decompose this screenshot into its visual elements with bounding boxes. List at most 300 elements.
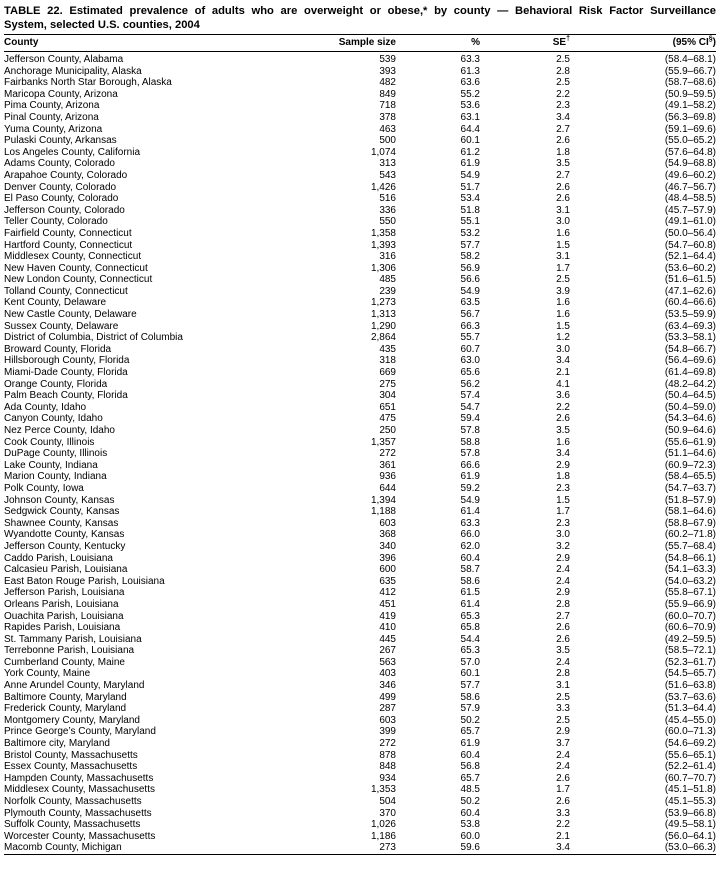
percent-cell: 66.6 [460, 459, 480, 471]
percent-cell: 66.0 [460, 529, 480, 541]
ci-cell: (51.1–64.6) [664, 448, 716, 460]
ci-cell: (60.7–70.7) [664, 772, 716, 784]
se-cell: 3.2 [556, 540, 570, 552]
table-row [4, 668, 716, 680]
se-cell: 1.2 [556, 332, 570, 344]
table-row [4, 182, 716, 194]
se-cell: 2.4 [556, 761, 570, 773]
prevalence-table [4, 34, 716, 855]
se-cell: 2.9 [556, 552, 570, 564]
percent-cell: 65.8 [460, 622, 480, 634]
sample-size-cell: 368 [379, 529, 396, 541]
percent-cell: 63.3 [460, 517, 480, 529]
sample-size-cell: 419 [379, 610, 396, 622]
sample-size-cell: 669 [379, 367, 396, 379]
table-row [4, 518, 716, 530]
ci-cell: (46.7–56.7) [664, 181, 716, 193]
ci-cell: (49.5–58.1) [664, 819, 716, 831]
table-row [4, 216, 716, 228]
table-row [4, 483, 716, 495]
table-row [4, 286, 716, 298]
se-cell: 2.5 [556, 274, 570, 286]
sample-size-cell: 485 [379, 274, 396, 286]
county-cell: Anchorage Municipality, Alaska [4, 65, 142, 77]
county-cell: Maricopa County, Arizona [4, 88, 118, 100]
county-cell: Orleans Parish, Louisiana [4, 598, 119, 610]
ci-cell: (58.4–68.1) [664, 54, 716, 65]
ci-cell: (54.7–63.7) [664, 482, 716, 494]
county-cell: Shawnee County, Kansas [4, 517, 119, 529]
sample-size-cell: 500 [379, 135, 396, 147]
se-cell: 2.3 [556, 517, 570, 529]
percent-cell: 56.7 [460, 309, 480, 321]
table-row [4, 158, 716, 170]
county-cell: Rapides Parish, Louisiana [4, 622, 121, 634]
table-row [4, 193, 716, 205]
sample-size-cell: 539 [379, 54, 396, 65]
table-row [4, 761, 716, 773]
ci-cell: (52.3–61.7) [664, 656, 716, 668]
county-cell: El Paso County, Colorado [4, 193, 119, 205]
se-cell: 2.5 [556, 54, 570, 65]
percent-cell: 59.6 [460, 842, 480, 854]
table-row [4, 263, 716, 275]
percent-cell: 60.7 [460, 343, 480, 355]
county-cell: Pulaski County, Arkansas [4, 135, 117, 147]
percent-cell: 58.2 [460, 251, 480, 263]
county-cell: Wyandotte County, Kansas [4, 529, 125, 541]
ci-cell: (60.2–71.8) [664, 529, 716, 541]
table-row [4, 564, 716, 576]
sample-size-cell: 600 [379, 564, 396, 576]
se-cell: 2.9 [556, 726, 570, 738]
county-cell: Middlesex County, Connecticut [4, 251, 142, 263]
ci-cell: (49.1–58.2) [664, 100, 716, 112]
county-cell: Hartford County, Connecticut [4, 239, 133, 251]
table-row [4, 506, 716, 518]
ci-cell: (60.4–66.6) [664, 297, 716, 309]
ci-cell: (56.3–69.8) [664, 111, 716, 123]
percent-cell: 59.4 [460, 413, 480, 425]
percent-cell: 56.6 [460, 274, 480, 286]
se-cell: 3.3 [556, 807, 570, 819]
sample-size-cell: 504 [379, 796, 396, 807]
ci-cell: (47.1–62.6) [664, 285, 716, 297]
ci-cell: (58.1–64.6) [664, 506, 716, 518]
ci-cell: (51.3–64.4) [664, 703, 716, 715]
se-cell: 2.2 [556, 88, 570, 100]
table-row [4, 379, 716, 391]
sample-size-cell: 313 [379, 158, 396, 170]
sample-size-cell: 1,313 [370, 309, 396, 321]
county-cell: Orange County, Florida [4, 378, 108, 390]
percent-cell: 55.2 [460, 88, 480, 100]
percent-cell: 53.8 [460, 819, 480, 831]
county-cell: St. Tammany Parish, Louisiana [4, 633, 142, 645]
table-row [4, 332, 716, 344]
percent-cell: 65.7 [460, 772, 480, 784]
percent-cell: 58.7 [460, 564, 480, 576]
table-row [4, 89, 716, 101]
ci-cell: (50.4–59.0) [664, 401, 716, 413]
se-cell: 2.6 [556, 193, 570, 205]
ci-cell: (53.5–59.9) [664, 309, 716, 321]
sample-size-cell: 410 [379, 622, 396, 634]
se-cell: 3.0 [556, 343, 570, 355]
se-cell: 2.8 [556, 668, 570, 680]
ci-cell: (58.5–72.1) [664, 645, 716, 657]
table-row [4, 251, 716, 263]
county-cell: Baltimore County, Maryland [4, 691, 127, 703]
percent-cell: 55.7 [460, 332, 480, 344]
sample-size-cell: 603 [379, 517, 396, 529]
sample-size-cell: 267 [379, 645, 396, 657]
se-cell: 3.5 [556, 158, 570, 170]
table-row [4, 425, 716, 437]
ci-cell: (50.9–59.5) [664, 88, 716, 100]
sample-size-cell: 393 [379, 65, 396, 77]
se-cell: 3.5 [556, 425, 570, 436]
county-cell: Denver County, Colorado [4, 181, 117, 193]
se-cell: 2.7 [556, 123, 570, 135]
county-cell: Pinal County, Arizona [4, 111, 99, 123]
se-cell: 1.6 [556, 309, 570, 321]
county-cell: Sussex County, Delaware [4, 320, 119, 332]
ci-cell: (56.0–64.1) [664, 830, 716, 842]
county-cell: Worcester County, Massachusetts [4, 830, 156, 842]
se-cell: 2.8 [556, 598, 570, 610]
table-body [4, 52, 716, 855]
percent-cell: 66.3 [460, 320, 480, 332]
percent-cell: 60.4 [460, 552, 480, 564]
sample-size-cell: 316 [379, 251, 396, 263]
ci-cell: (55.7–68.4) [664, 540, 716, 552]
table-row [4, 228, 716, 240]
county-cell: Marion County, Indiana [4, 471, 107, 483]
table-row [4, 599, 716, 611]
table-row [4, 52, 716, 66]
county-cell: Miami-Dade County, Florida [4, 367, 128, 379]
se-cell: 3.4 [556, 111, 570, 123]
percent-cell: 65.6 [460, 367, 480, 379]
header-county: County [4, 35, 326, 52]
se-cell: 1.6 [556, 227, 570, 239]
table-row [4, 692, 716, 704]
ci-cell: (59.1–69.6) [664, 123, 716, 135]
ci-cell: (61.4–69.8) [664, 367, 716, 379]
county-cell: East Baton Rouge Parish, Louisiana [4, 575, 165, 587]
county-cell: Cumberland County, Maine [4, 656, 125, 668]
table-row [4, 274, 716, 286]
table-row [4, 321, 716, 333]
percent-cell: 54.4 [460, 633, 480, 645]
ci-cell: (49.1–61.0) [664, 216, 716, 228]
percent-cell: 61.4 [460, 506, 480, 518]
percent-cell: 63.6 [460, 77, 480, 89]
county-cell: Baltimore city, Maryland [4, 738, 110, 750]
percent-cell: 58.6 [460, 691, 480, 703]
sample-size-cell: 1,394 [370, 494, 396, 506]
ci-cell: (52.2–61.4) [664, 761, 716, 773]
county-cell: Kent County, Delaware [4, 297, 107, 309]
table-row [4, 808, 716, 820]
se-cell: 1.8 [556, 471, 570, 483]
ci-cell: (60.0–71.3) [664, 726, 716, 738]
percent-cell: 61.9 [460, 738, 480, 750]
percent-cell: 63.5 [460, 297, 480, 309]
sample-size-cell: 403 [379, 668, 396, 680]
se-cell: 2.4 [556, 749, 570, 761]
se-cell: 2.4 [556, 575, 570, 587]
sample-size-cell: 644 [379, 482, 396, 494]
se-cell: 2.2 [556, 819, 570, 831]
table-title-line-1: TABLE 22. Estimated prevalence of adults who are overweight or obese,* by county — Behavioral Risk Factor Surveillance [4, 5, 716, 17]
county-cell: Essex County, Massachusetts [4, 761, 138, 773]
percent-cell: 48.5 [460, 784, 480, 796]
percent-cell: 50.2 [460, 714, 480, 726]
percent-cell: 65.7 [460, 726, 480, 738]
county-cell: Norfolk County, Massachusetts [4, 796, 142, 807]
table-title-line-2: System, selected U.S. counties, 2004 [4, 18, 200, 31]
percent-cell: 56.9 [460, 262, 480, 274]
percent-cell: 51.7 [460, 181, 480, 193]
table-row [4, 750, 716, 762]
percent-cell: 51.8 [460, 204, 480, 216]
percent-cell: 54.7 [460, 401, 480, 413]
sample-size-cell: 370 [379, 807, 396, 819]
table-row [4, 77, 716, 89]
table-row [4, 344, 716, 356]
sample-size-cell: 463 [379, 123, 396, 135]
ci-cell: (45.1–51.8) [664, 784, 716, 796]
percent-cell: 56.2 [460, 378, 480, 390]
se-cell: 1.6 [556, 297, 570, 309]
county-cell: Arapahoe County, Colorado [4, 169, 128, 181]
table-row [4, 448, 716, 460]
se-cell: 2.3 [556, 482, 570, 494]
county-cell: DuPage County, Illinois [4, 448, 108, 460]
county-cell: Pima County, Arizona [4, 100, 100, 112]
ci-cell: (50.9–64.6) [664, 425, 716, 436]
percent-cell: 60.0 [460, 830, 480, 842]
county-cell: York County, Maine [4, 668, 91, 680]
sample-size-cell: 516 [379, 193, 396, 205]
county-cell: Anne Arundel County, Maryland [4, 680, 145, 692]
sample-size-cell: 273 [379, 842, 396, 854]
percent-cell: 60.1 [460, 135, 480, 147]
ci-cell: (53.6–60.2) [664, 262, 716, 274]
sample-size-cell: 445 [379, 633, 396, 645]
percent-cell: 57.4 [460, 390, 480, 402]
county-cell: Polk County, Iowa [4, 482, 84, 494]
sample-size-cell: 1,273 [370, 297, 396, 309]
sample-size-cell: 250 [379, 425, 396, 436]
header-percent: % [396, 35, 480, 52]
sample-size-cell: 543 [379, 169, 396, 181]
percent-cell: 53.2 [460, 227, 480, 239]
sample-size-cell: 1,353 [370, 784, 396, 796]
se-cell: 2.4 [556, 656, 570, 668]
table-row [4, 367, 716, 379]
sample-size-cell: 2,864 [370, 332, 396, 344]
se-cell: 2.6 [556, 796, 570, 807]
county-cell: Prince George’s County, Maryland [4, 726, 156, 738]
se-cell: 2.6 [556, 772, 570, 784]
county-cell: Palm Beach County, Florida [4, 390, 128, 402]
table-header [4, 35, 716, 52]
sample-size-cell: 1,306 [370, 262, 396, 274]
sample-size-cell: 635 [379, 575, 396, 587]
table-row [4, 634, 716, 646]
sample-size-cell: 1,026 [370, 819, 396, 831]
percent-cell: 63.3 [460, 54, 480, 65]
se-cell: 1.5 [556, 494, 570, 506]
sample-size-cell: 651 [379, 401, 396, 413]
table-row [4, 297, 716, 309]
ci-cell: (58.7–68.6) [664, 77, 716, 89]
header-se-label: SE [552, 37, 567, 48]
table-row [4, 460, 716, 472]
sample-size-cell: 272 [379, 738, 396, 750]
county-cell: Los Angeles County, California [4, 146, 141, 158]
county-cell: Suffolk County, Massachusetts [4, 819, 141, 831]
sample-size-cell: 396 [379, 552, 396, 564]
percent-cell: 53.6 [460, 100, 480, 112]
ci-cell: (51.6–63.8) [664, 680, 716, 692]
se-cell: 4.1 [556, 378, 570, 390]
percent-cell: 50.2 [460, 796, 480, 807]
table-row [4, 703, 716, 715]
se-cell: 3.1 [556, 251, 570, 263]
sample-size-cell: 336 [379, 204, 396, 216]
ci-cell: (49.6–60.2) [664, 169, 716, 181]
table-row [4, 147, 716, 159]
percent-cell: 57.7 [460, 680, 480, 692]
ci-cell: (50.4–64.5) [664, 390, 716, 402]
table-row [4, 495, 716, 507]
table-row [4, 112, 716, 124]
sample-size-cell: 1,393 [370, 239, 396, 251]
se-cell: 1.7 [556, 506, 570, 518]
ci-cell: (60.9–72.3) [664, 459, 716, 471]
percent-cell: 57.9 [460, 703, 480, 715]
sample-size-cell: 435 [379, 343, 396, 355]
se-cell: 2.4 [556, 564, 570, 576]
table-row [4, 773, 716, 785]
table-row [4, 842, 716, 854]
percent-cell: 63.0 [460, 355, 480, 367]
percent-cell: 53.4 [460, 193, 480, 205]
county-cell: District of Columbia, District of Columbia [4, 332, 183, 344]
county-cell: Ada County, Idaho [4, 401, 87, 413]
county-cell: Nez Perce County, Idaho [4, 425, 115, 436]
table-row [4, 576, 716, 588]
county-cell: Caddo Parish, Louisiana [4, 552, 113, 564]
table-row [4, 680, 716, 692]
percent-cell: 60.1 [460, 668, 480, 680]
table-row [4, 587, 716, 599]
table-title [4, 5, 716, 32]
percent-cell: 54.9 [460, 169, 480, 181]
ci-cell: (54.8–66.7) [664, 343, 716, 355]
county-cell: Plymouth County, Massachusetts [4, 807, 152, 819]
sample-size-cell: 849 [379, 88, 396, 100]
table-row [4, 170, 716, 182]
se-cell: 3.0 [556, 216, 570, 228]
percent-cell: 65.3 [460, 645, 480, 657]
table-row [4, 831, 716, 843]
table-row [4, 390, 716, 402]
table-row [4, 355, 716, 367]
se-cell: 2.9 [556, 459, 570, 471]
percent-cell: 62.0 [460, 540, 480, 552]
se-cell: 2.5 [556, 691, 570, 703]
sample-size-cell: 934 [379, 772, 396, 784]
table-row [4, 738, 716, 750]
county-cell: Frederick County, Maryland [4, 703, 127, 715]
sample-size-cell: 499 [379, 691, 396, 703]
percent-cell: 57.7 [460, 239, 480, 251]
se-cell: 2.8 [556, 65, 570, 77]
se-cell: 3.7 [556, 738, 570, 750]
ci-cell: (55.9–66.7) [664, 65, 716, 77]
sample-size-cell: 482 [379, 77, 396, 89]
percent-cell: 56.8 [460, 761, 480, 773]
sample-size-cell: 399 [379, 726, 396, 738]
sample-size-cell: 239 [379, 285, 396, 297]
se-cell: 3.5 [556, 645, 570, 657]
se-cell: 2.6 [556, 413, 570, 425]
county-cell: Jefferson County, Colorado [4, 204, 125, 216]
table-row [4, 553, 716, 565]
sample-size-cell: 275 [379, 378, 396, 390]
se-cell: 1.7 [556, 784, 570, 796]
se-cell: 3.4 [556, 448, 570, 460]
sample-size-cell: 718 [379, 100, 396, 112]
county-cell: Montgomery County, Maryland [4, 714, 140, 726]
ci-cell: (55.0–65.2) [664, 135, 716, 147]
table-row [4, 784, 716, 796]
sample-size-cell: 451 [379, 598, 396, 610]
ci-cell: (57.6–64.8) [664, 146, 716, 158]
sample-size-cell: 475 [379, 413, 396, 425]
percent-cell: 58.6 [460, 575, 480, 587]
sample-size-cell: 1,357 [370, 436, 396, 448]
sample-size-cell: 340 [379, 540, 396, 552]
county-cell: Hampden County, Massachusetts [4, 772, 154, 784]
sample-size-cell: 412 [379, 587, 396, 599]
county-cell: Bristol County, Massachusetts [4, 749, 138, 761]
ci-cell: (48.2–64.2) [664, 378, 716, 390]
county-cell: Cook County, Illinois [4, 436, 95, 448]
table-row [4, 205, 716, 217]
percent-cell: 59.2 [460, 482, 480, 494]
se-cell: 1.6 [556, 436, 570, 448]
ci-cell: (53.9–66.8) [664, 807, 716, 819]
se-cell: 2.5 [556, 714, 570, 726]
se-cell: 2.6 [556, 181, 570, 193]
se-cell: 2.7 [556, 610, 570, 622]
se-cell: 2.2 [556, 401, 570, 413]
se-cell: 2.7 [556, 169, 570, 181]
table-row [4, 611, 716, 623]
county-cell: Jefferson Parish, Louisiana [4, 587, 125, 599]
ci-cell: (60.6–70.9) [664, 622, 716, 634]
sample-size-cell: 603 [379, 714, 396, 726]
ci-cell: (54.9–68.8) [664, 158, 716, 170]
se-cell: 2.5 [556, 77, 570, 89]
table-row [4, 471, 716, 483]
